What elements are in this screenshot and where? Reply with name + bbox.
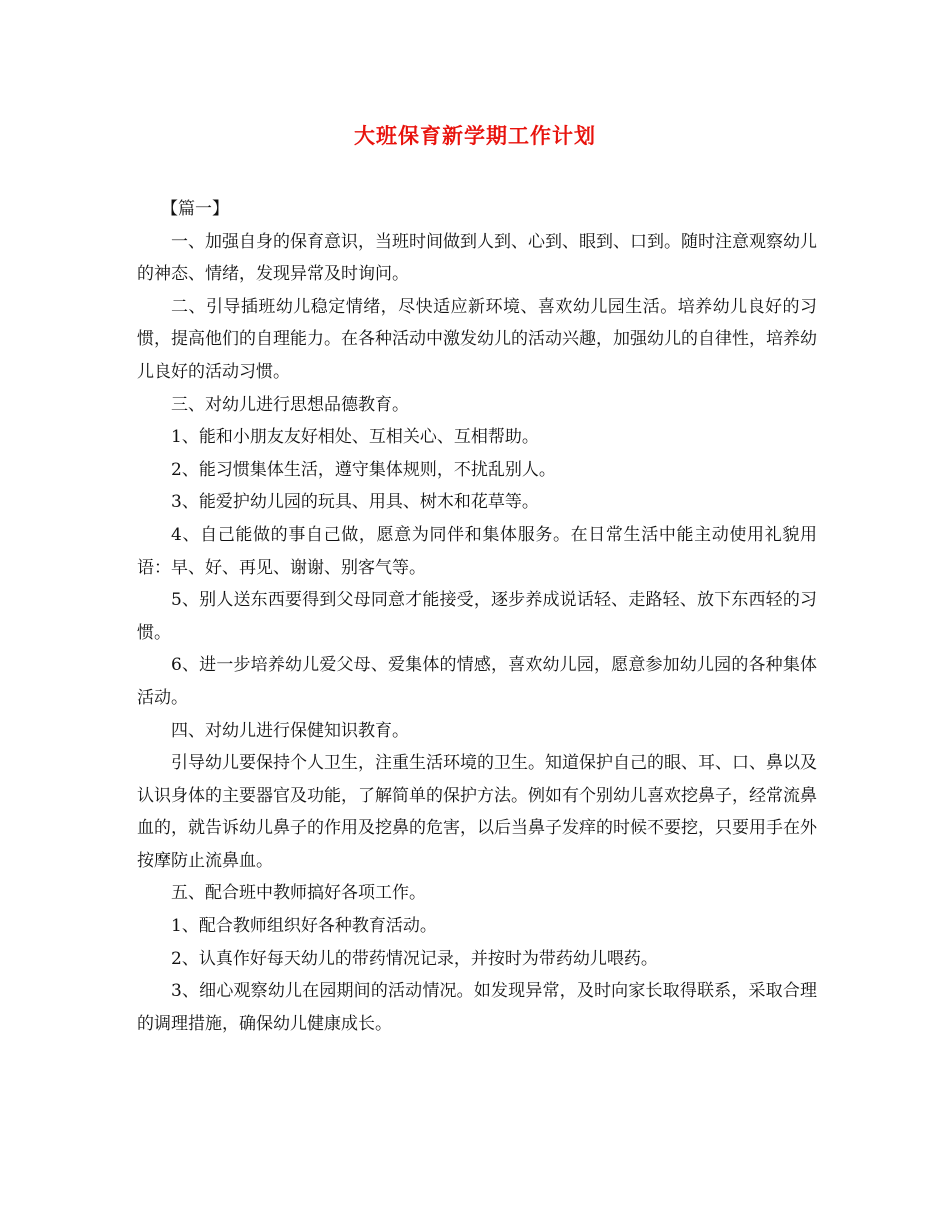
paragraph-task-3: 3、细心观察幼儿在园期间的活动情况。如发现异常，及时向家长取得联系，采取合理的调理措施，确保幼儿健康成长。 bbox=[137, 981, 817, 1034]
paragraph-subitem-5: 5、别人送东西要得到父母同意才能接受，逐步养成说话轻、走路轻、放下东西轻的习惯。 bbox=[137, 590, 817, 643]
paragraph-heading-3: 三、对幼儿进行思想品德教育。 bbox=[171, 394, 409, 415]
paragraph-task-1: 1、配合教师组织好各种教育活动。 bbox=[171, 916, 437, 937]
paragraph-subitem-1: 1、能和小朋友友好相处、互相关心、互相帮助。 bbox=[171, 427, 539, 448]
paragraph-subitem-4: 4、自己能做的事自己做，愿意为同伴和集体服务。在日常生活中能主动使用礼貌用语：早、好、再见、谢谢、别客气等。 bbox=[137, 524, 817, 578]
paragraph-subitem-2: 2、能习惯集体生活，遵守集体规则，不扰乱别人。 bbox=[171, 459, 556, 480]
paragraph-subitem-6: 6、进一步培养幼儿爱父母、爱集体的情感，喜欢幼儿园，愿意参加幼儿园的各种集体活动。 bbox=[137, 655, 817, 708]
paragraph-task-2: 2、认真作好每天幼儿的带药情况记录，并按时为带药幼儿喂药。 bbox=[171, 948, 658, 969]
paragraph-subitem-3: 3、能爱护幼儿园的玩具、用具、树木和花草等。 bbox=[171, 492, 539, 513]
paragraph-health: 引导幼儿要保持个人卫生，注重生活环境的卫生。知道保护自己的眼、耳、口、鼻以及认识身体的主要器官及功能，了解简单的保护方法。例如有个别幼儿喜欢挖鼻子，经常流鼻血的，就告诉幼儿鼻子的作用及挖鼻的危害，以后当鼻子发痒的时候不要挖，只要用手在外按摩防止流鼻血。 bbox=[137, 753, 817, 871]
document-body bbox=[137, 193, 817, 1040]
paragraph-heading-5: 五、配合班中教师搞好各项工作。 bbox=[171, 883, 426, 904]
paragraph-item-2: 二、引导插班幼儿稳定情绪，尽快适应新环境、喜欢幼儿园生活。培养幼儿良好的习惯，提高他们的自理能力。在各种活动中激发幼儿的活动兴趣，加强幼儿的自律性，培养幼儿良好的活动习惯。 bbox=[137, 296, 817, 382]
paragraph-heading-4: 四、对幼儿进行保健知识教育。 bbox=[171, 720, 409, 741]
paragraph-item-1: 一、加强自身的保育意识，当班时间做到人到、心到、眼到、口到。随时注意观察幼儿的神态、情绪，发现异常及时询问。 bbox=[137, 231, 817, 285]
document-title: 大班保育新学期工作计划 bbox=[354, 123, 596, 148]
section-label: 【篇一】 bbox=[161, 199, 229, 219]
